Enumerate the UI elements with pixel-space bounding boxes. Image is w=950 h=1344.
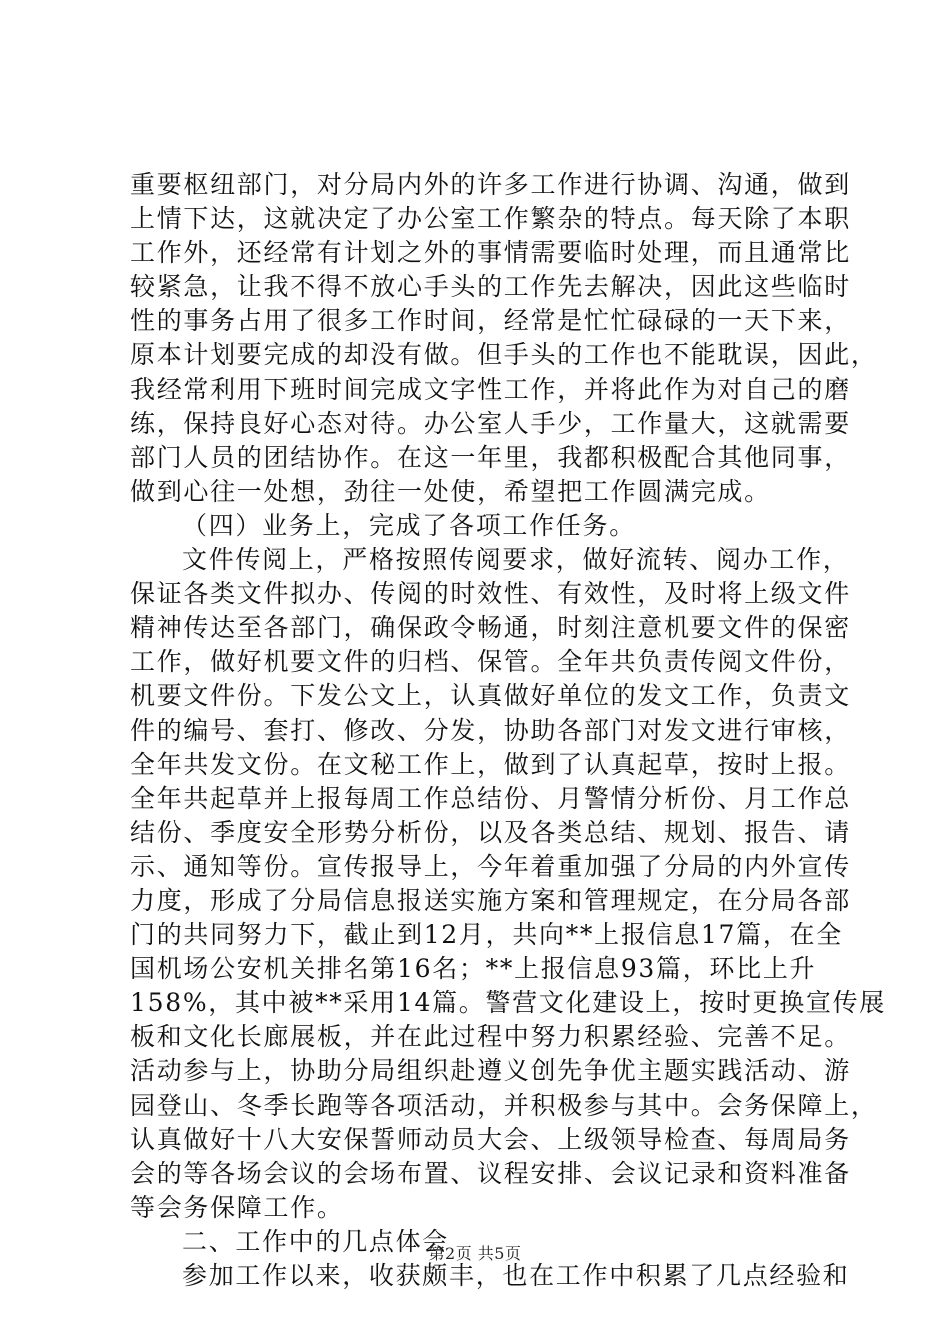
text-line: 全年共发文份。在文秘工作上，做到了认真起草，按时上报。 <box>130 749 851 779</box>
text-line: 参加工作以来，收获颇丰，也在工作中积累了几点经验和 <box>182 1261 850 1290</box>
text-line: 件的编号、套打、修改、分发，协助各部门对发文进行审核， <box>130 715 851 745</box>
text-line: 二、工作中的几点体会 <box>182 1226 450 1256</box>
page-footer: 第2页 共5页 <box>428 1244 522 1263</box>
text-line: 上情下达，这就决定了办公室工作繁杂的特点。每天除了本职 <box>130 204 851 234</box>
document-body <box>130 168 886 1293</box>
text-line: 园登山、冬季长跑等各项活动，并积极参与其中。会务保障上， <box>130 1090 878 1120</box>
text-line: 国机场公安机关排名第16名；**上报信息93篇，环比上升 <box>130 954 817 984</box>
text-line: 示、通知等份。宣传报导上，今年着重加强了分局的内外宣传 <box>130 851 851 881</box>
text-line: 较紧急，让我不得不放心手头的工作先去解决，因此这些临时 <box>130 272 851 302</box>
text-line: 机要文件份。下发公文上，认真做好单位的发文工作，负责文 <box>130 681 851 711</box>
text-line: 练，保持良好心态对待。办公室人手少，工作量大，这就需要 <box>130 408 851 438</box>
text-line: 文件传阅上，严格按照传阅要求，做好流转、阅办工作， <box>182 545 850 575</box>
text-line: 性的事务占用了很多工作时间，经常是忙忙碌碌的一天下来， <box>130 306 851 336</box>
text-line: 精神传达至各部门，确保政令畅通，时刻注意机要文件的保密 <box>130 613 851 643</box>
text-line: 原本计划要完成的却没有做。但手头的工作也不能耽误，因此， <box>130 340 878 370</box>
text-line: 158%，其中被**采用14篇。警营文化建设上，按时更换宣传展 <box>130 988 886 1018</box>
text-line: 会的等各场会议的会场布置、议程安排、会议记录和资料准备 <box>130 1158 851 1188</box>
text-line: 我经常利用下班时间完成文字性工作，并将此作为对自己的磨 <box>130 374 851 404</box>
text-line: 活动参与上，协助分局组织赴遵义创先争优主题实践活动、游 <box>130 1056 851 1086</box>
text-line: 保证各类文件拟办、传阅的时效性、有效性，及时将上级文件 <box>130 579 851 609</box>
text-line: 工作，做好机要文件的归档、保管。全年共负责传阅文件份， <box>130 647 851 677</box>
text-line: 门的共同努力下，截止到12月，共向**上报信息17篇，在全 <box>130 920 843 950</box>
text-line: 等会务保障工作。 <box>130 1192 344 1222</box>
text-line: （四）业务上，完成了各项工作任务。 <box>182 510 636 540</box>
text-line: 部门人员的团结协作。在这一年里，我都积极配合其他同事， <box>130 442 851 472</box>
text-line: 板和文化长廊展板，并在此过程中努力积累经验、完善不足。 <box>130 1022 851 1052</box>
text-line: 工作外，还经常有计划之外的事情需要临时处理，而且通常比 <box>130 238 851 268</box>
text-line: 做到心往一处想，劲往一处使，希望把工作圆满完成。 <box>130 476 771 506</box>
text-line: 认真做好十八大安保誓师动员大会、上级领导检查、每周局务 <box>130 1124 851 1154</box>
text-line: 全年共起草并上报每周工作总结份、月警情分析份、月工作总 <box>130 783 851 813</box>
text-line: 重要枢纽部门，对分局内外的许多工作进行协调、沟通，做到 <box>130 170 851 199</box>
text-line: 力度，形成了分局信息报送实施方案和管理规定，在分局各部 <box>130 885 851 915</box>
text-line: 结份、季度安全形势分析份，以及各类总结、规划、报告、请 <box>130 817 851 847</box>
